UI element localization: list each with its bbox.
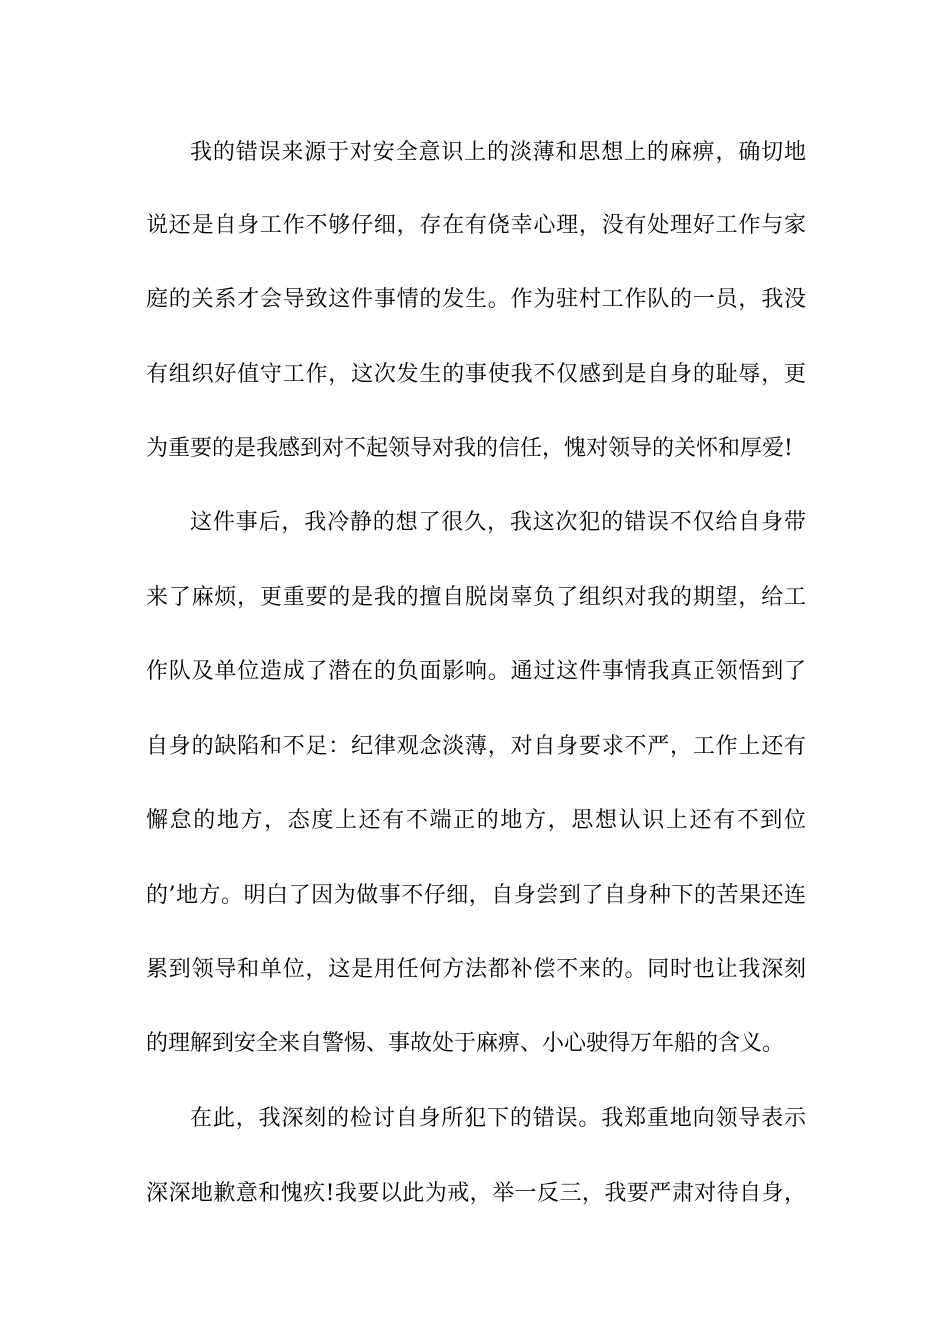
paragraph-1-line-2: 说还是自身工作不够仔细，存在有侥幸心理，没有处理好工作与家 [146,213,806,238]
paragraph-2-line-5: 懈怠的地方，态度上还有不端正的地方，思想认识上还有不到位 [146,808,806,833]
paragraph-1-line-4: 有组织好值守工作，这次发生的事使我不仅感到是自身的耻辱，更 [146,362,806,387]
paragraph-1-line-3: 庭的关系才会导致这件事情的发生。作为驻村工作队的一员，我没 [146,287,806,312]
paragraph-2-line-1: 这件事后，我冷静的想了很久，我这次犯的错误不仅给自身带 [190,510,806,535]
paragraph-3-line-2: 深深地歉意和愧疚!我要以此为戒，举一反三，我要严肃对待自身， [146,1181,806,1206]
paragraph-2-line-4: 自身的缺陷和不足：纪律观念淡薄，对自身要求不严，工作上还有 [146,734,806,759]
paragraph-2-line-8: 的理解到安全来自警惕、事故处于麻痹、小心驶得万年船的含义。 [146,1031,785,1056]
paragraph-2-line-6: 的’地方。明白了因为做事不仔细，自身尝到了自身种下的苦果还连 [146,883,806,908]
paragraph-1-line-5: 为重要的是我感到对不起领导对我的信任，愧对领导的关怀和厚爱! [146,436,793,461]
paragraph-3-line-1: 在此，我深刻的检讨自身所犯下的错误。我郑重地向领导表示 [190,1106,806,1131]
paragraph-2-line-7: 累到领导和单位，这是用任何方法都补偿不来的。同时也让我深刻 [146,957,806,982]
paragraph-1-line-1: 我的错误来源于对安全意识上的淡薄和思想上的麻痹，确切地 [190,140,806,165]
paragraph-2-line-3: 作队及单位造成了潜在的负面影响。通过这件事情我真正领悟到了 [146,659,806,684]
paragraph-2-line-2: 来了麻烦，更重要的是我的擅自脱岗辜负了组织对我的期望，给工 [146,585,806,610]
